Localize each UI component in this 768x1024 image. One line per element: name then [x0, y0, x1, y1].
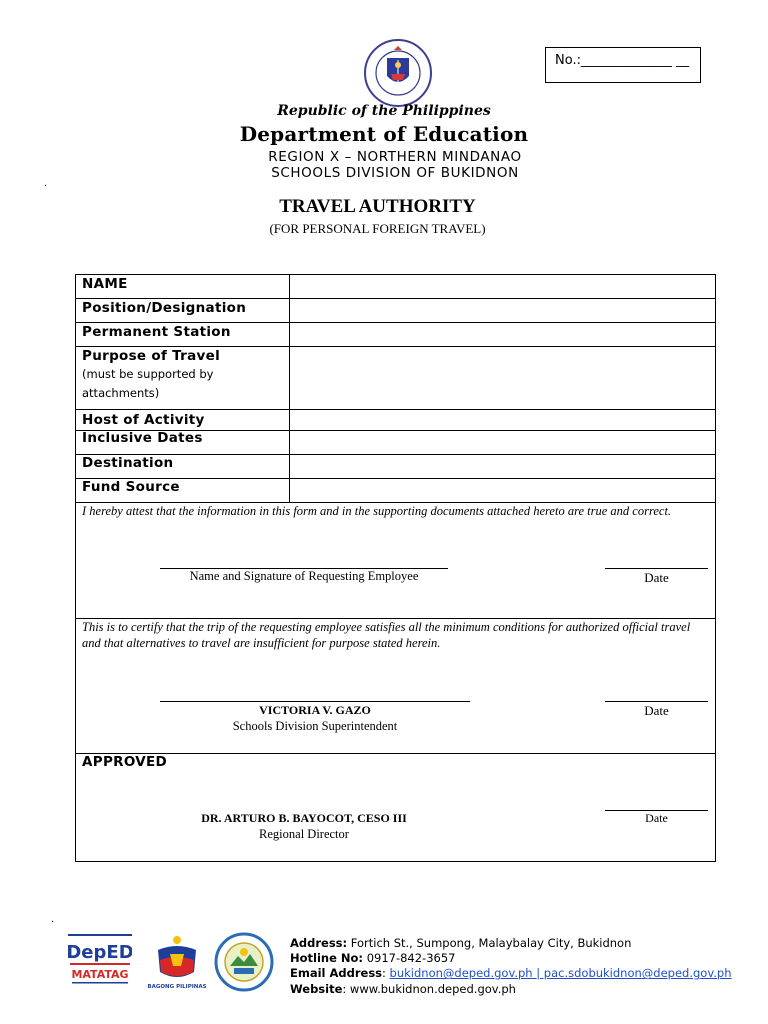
address-line [290, 936, 732, 951]
field-row-fund [76, 479, 715, 503]
form-title: TRAVEL AUTHORITY [279, 196, 476, 217]
director-title: Regional Director [259, 827, 349, 841]
website-line: Website: www.bukidnon.deped.gov.ph [290, 981, 516, 996]
approval-section [76, 754, 715, 861]
website-label: Website [290, 981, 343, 996]
field-label: Purpose of Travel [82, 348, 221, 364]
field-row-destination [76, 455, 715, 479]
contact-info [290, 936, 732, 997]
field-note: (must be supported by attachments) [82, 367, 214, 400]
deped-seal [363, 38, 433, 108]
field-row-purpose [76, 347, 715, 410]
republic-heading: Republic of the Philippines [277, 103, 491, 119]
hotline-value: 0917-842-3657 [366, 951, 456, 966]
superintendent-name: VICTORIA V. GAZO [259, 703, 371, 717]
stray-dot: . [44, 178, 48, 189]
travel-authority-form [75, 274, 716, 862]
date-label: Date [645, 811, 668, 825]
email-link[interactable]: bukidnon@deped.gov.ph | pac.sdobukidnon@deped.gov.ph [389, 966, 732, 981]
address-label: Address: [290, 936, 348, 950]
name-input[interactable] [290, 275, 715, 298]
date-label: Date [644, 703, 669, 718]
field-row-host [76, 410, 715, 431]
field-label: Permanent Station [76, 323, 290, 346]
deped-logo-text: DepED [68, 942, 132, 963]
certification-section [76, 619, 715, 754]
matatag-logo-text: MATATAG [71, 968, 129, 981]
attestation-text: I hereby attest that the information in this form and in the supporting documents attached hereto are true and correct. [82, 504, 672, 518]
requester-caption: Name and Signature of Requesting Employee [189, 569, 419, 583]
attestation-section [76, 503, 715, 619]
field-row-name [76, 275, 715, 299]
hotline-label: Hotline No: [290, 951, 364, 966]
website-value[interactable]: www.bukidnon.deped.gov.ph [349, 981, 516, 996]
field-label: Host of Activity [76, 410, 290, 430]
station-input[interactable] [290, 323, 715, 346]
director-name: DR. ARTURO B. BAYOCOT, CESO III [201, 811, 407, 825]
approved-label: APPROVED [82, 754, 168, 770]
position-input[interactable] [290, 299, 715, 322]
field-label-group [76, 347, 290, 409]
stray-dot: . [51, 914, 55, 925]
division-seal-logo [214, 932, 274, 992]
superintendent-signature-line[interactable] [160, 701, 470, 702]
certification-text: This is to certify that the trip of the requesting employee satisfies all the minimum conditions for authorized official travel and that alternatives to travel are insufficient for purpose stated herein. [82, 620, 691, 650]
field-row-station [76, 323, 715, 347]
email-label: Email Address [290, 966, 383, 981]
department-heading: Department of Education [239, 122, 529, 146]
division-line: SCHOOLS DIVISION OF BUKIDNON [271, 165, 519, 181]
field-label: Destination [76, 455, 290, 478]
form-subtitle: (FOR PERSONAL FOREIGN TRAVEL) [269, 221, 486, 236]
field-label: NAME [76, 275, 290, 298]
superintendent-title: Schools Division Superintendent [232, 719, 398, 733]
dates-input[interactable] [290, 431, 715, 454]
region-line: REGION X – NORTHERN MINDANAO [268, 149, 522, 165]
purpose-input[interactable] [290, 347, 715, 409]
field-label: Position/Designation [76, 299, 290, 322]
bagong-pilipinas-text: BAGONG PILIPINAS [148, 984, 206, 990]
field-label: Inclusive Dates [76, 431, 290, 454]
field-row-position [76, 299, 715, 323]
field-label: Fund Source [76, 479, 290, 502]
region-heading [0, 149, 768, 181]
bagong-pilipinas-logo [148, 932, 206, 990]
fund-input[interactable] [290, 479, 715, 502]
email-line: Email Address: bukidnon@deped.gov.ph | pac.sdobukidnon@deped.gov.ph [290, 966, 732, 981]
document-number-field[interactable]: No.:______________ __ [545, 47, 701, 83]
address-value: Fortich St., Sumpong, Malaybalay City, Bukidnon [350, 936, 632, 950]
hotline-line [290, 951, 732, 966]
requester-date-line[interactable] [605, 568, 708, 569]
superintendent-date-line[interactable] [605, 701, 708, 702]
destination-input[interactable] [290, 455, 715, 478]
field-row-dates [76, 431, 715, 455]
host-input[interactable] [290, 410, 715, 430]
deped-matatag-logo [68, 934, 132, 988]
date-label: Date [644, 570, 669, 585]
